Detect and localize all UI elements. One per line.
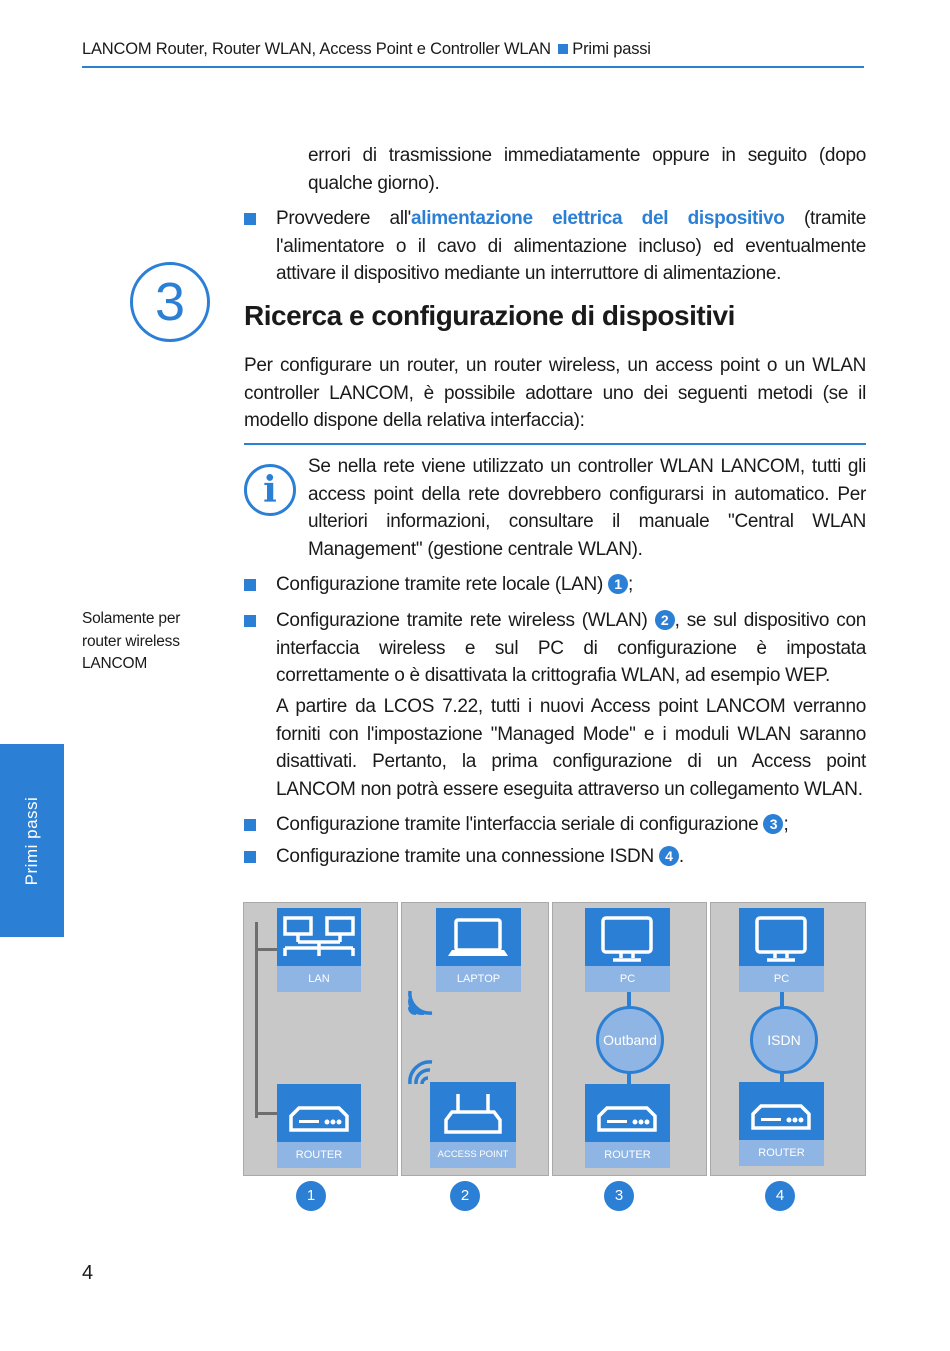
bullet-isdn bbox=[276, 843, 866, 871]
lan-bus-line bbox=[255, 922, 258, 1118]
pc-card-4 bbox=[739, 908, 824, 992]
bullet-square-icon bbox=[244, 851, 256, 863]
side-note-line-1: Solamente per bbox=[82, 610, 181, 627]
bullet-square-icon bbox=[244, 819, 256, 831]
bullet-wlan-post: , se sul dispositivo con interfaccia wireless e sul PC di configurazione è impostata correttamente o è disattivata la crittografia WLAN, ad esempio WEP. bbox=[276, 610, 866, 686]
power-pre: Provvedere all' bbox=[276, 208, 411, 229]
laptop-label: LAPTOP bbox=[436, 966, 521, 992]
access-point-icon bbox=[430, 1082, 516, 1142]
section-heading: Ricerca e configurazione di dispositivi bbox=[244, 300, 735, 331]
side-note-line-3: LANCOM bbox=[82, 655, 148, 672]
divider-rule bbox=[244, 443, 866, 445]
diagram-number-2: 2 bbox=[450, 1181, 480, 1211]
pc-label-4: PC bbox=[739, 966, 824, 992]
bullet-lan bbox=[276, 571, 866, 599]
header-title: LANCOM Router, Router WLAN, Access Point e Controller WLAN bbox=[82, 40, 551, 58]
continuation-line-2: qualche giorno). bbox=[308, 172, 440, 194]
lan-bus-branch-bottom bbox=[255, 1112, 279, 1115]
bullet-square-icon bbox=[244, 579, 256, 591]
bullet-isdn-post: . bbox=[678, 846, 684, 867]
router-card-3 bbox=[585, 1084, 670, 1168]
laptop-card bbox=[436, 908, 521, 992]
side-note bbox=[82, 608, 180, 676]
ref-badge-2: 2 bbox=[655, 610, 675, 630]
bullet-lan-post: ; bbox=[627, 574, 633, 595]
step-number-badge: 3 bbox=[130, 262, 210, 342]
ref-badge-4: 4 bbox=[659, 846, 679, 866]
isdn-bubble: ISDN bbox=[750, 1006, 818, 1074]
router-icon bbox=[585, 1084, 670, 1142]
router-label-1: ROUTER bbox=[277, 1142, 361, 1168]
power-bullet-text bbox=[276, 205, 866, 288]
router-icon bbox=[739, 1082, 824, 1140]
info-icon: i bbox=[244, 464, 296, 516]
lan-bus-branch-top bbox=[255, 948, 279, 951]
bullet-isdn-text: Configurazione tramite una connessione ISDN bbox=[276, 846, 659, 867]
continuation-line-1: errori di trasmissione immediatamente oppure in seguito (dopo bbox=[308, 145, 866, 166]
continuation-paragraph bbox=[308, 142, 866, 197]
info-text: Se nella rete viene utilizzato un controller WLAN LANCOM, tutti gli access point della rete dovrebbero configurarsi in automatico. Per ulteriori informazioni, consultare il manuale "Central WLAN Management" (gestione centrale WLAN). bbox=[308, 456, 866, 560]
running-header bbox=[82, 40, 864, 68]
bullet-square-icon bbox=[244, 615, 256, 627]
pc-label-3: PC bbox=[585, 966, 670, 992]
access-point-card bbox=[430, 1082, 516, 1168]
bullet-serial-post: ; bbox=[783, 814, 789, 835]
monitor-icon bbox=[739, 908, 824, 966]
diagram-number-4: 4 bbox=[765, 1181, 795, 1211]
bullet-wlan bbox=[276, 607, 866, 690]
wifi-signal-icon bbox=[404, 985, 438, 1019]
bullet-square-icon bbox=[244, 213, 256, 225]
outband-bubble: Outband bbox=[596, 1006, 664, 1074]
power-link[interactable]: alimentazione elettrica del dispositivo bbox=[410, 208, 785, 229]
laptop-icon bbox=[436, 908, 521, 966]
diagram-number-1: 1 bbox=[296, 1181, 326, 1211]
router-label-4: ROUTER bbox=[739, 1140, 824, 1166]
page-number: 4 bbox=[82, 1262, 94, 1284]
pc-card-3 bbox=[585, 908, 670, 992]
monitor-icon bbox=[585, 908, 670, 966]
lan-network-icon bbox=[277, 908, 361, 966]
header-section: Primi passi bbox=[572, 40, 651, 58]
router-label-3: ROUTER bbox=[585, 1142, 670, 1168]
chapter-side-tab-label: Primi passi bbox=[22, 796, 41, 885]
intro-paragraph: Per configurare un router, un router wireless, un access point o un WLAN controller LANCOM, è possibile adottare uno dei seguenti metodi (se il modello dispone della relativa interfaccia): bbox=[244, 355, 866, 431]
ref-badge-3: 3 bbox=[763, 814, 783, 834]
bullet-serial-text: Configurazione tramite l'interfaccia seriale di configurazione bbox=[276, 814, 764, 835]
side-note-line-2: router wireless bbox=[82, 632, 180, 650]
power-post: (tramite l'alimentatore o il cavo di alimentazione incluso) ed eventualmente attivare il dispositivo mediante un interruttore di alimentazione. bbox=[276, 208, 866, 284]
ref-badge-1: 1 bbox=[608, 574, 628, 594]
diagram-number-3: 3 bbox=[604, 1181, 634, 1211]
lan-label: LAN bbox=[277, 966, 361, 992]
bullet-lan-text: Configurazione tramite rete locale (LAN) bbox=[276, 574, 608, 595]
router-card-4 bbox=[739, 1082, 824, 1166]
wlan-note-paragraph: A partire da LCOS 7.22, tutti i nuovi Access point LANCOM verranno forniti con l'impostazione "Managed Mode" e i moduli WLAN saranno disattivati. Pertanto, la prima configurazione di un Access point LANCOM non potrà essere eseguita attraverso un collegamento WLAN. bbox=[276, 696, 866, 800]
router-card-1 bbox=[277, 1084, 361, 1168]
chapter-side-tab bbox=[0, 744, 64, 937]
header-square-icon bbox=[558, 44, 568, 54]
access-point-label: ACCESS POINT bbox=[430, 1142, 516, 1168]
bullet-serial bbox=[276, 811, 866, 839]
router-icon bbox=[277, 1084, 361, 1142]
bullet-wlan-text: Configurazione tramite rete wireless (WLAN) bbox=[276, 610, 655, 631]
lan-card bbox=[277, 908, 361, 992]
